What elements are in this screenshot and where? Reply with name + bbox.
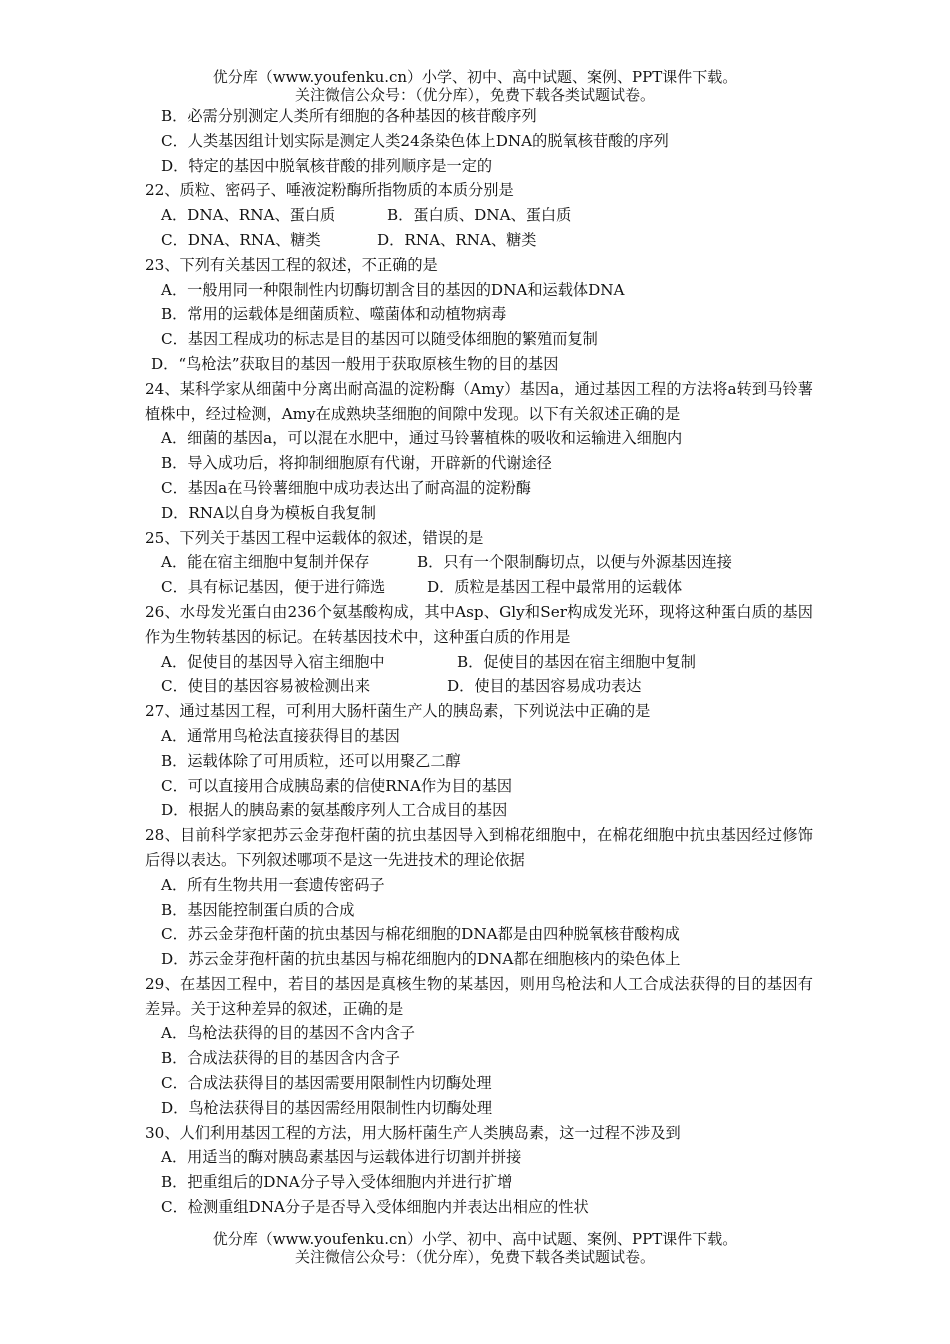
question-list (145, 104, 813, 1220)
q26-option-d: D．使目的基因容易成功表达 (447, 677, 642, 696)
q22-option-d: D．RNA、RNA、糖类 (377, 230, 537, 249)
q27-option-c: C．可以直接用合成胰岛素的信使RNA作为目的基因 (161, 776, 513, 795)
q24-option-b: B．导入成功后，将抑制细胞原有代谢，开辟新的代谢途径 (161, 454, 552, 473)
q26-option-a: A．促使目的基因导入宿主细胞中 (161, 652, 385, 671)
q25-stem: 25、下列关于基因工程中运载体的叙述，错误的是 (145, 528, 484, 547)
q25-options-row-1 (145, 550, 813, 575)
q23-stem: 23、下列有关基因工程的叙述，不正确的是 (145, 255, 438, 274)
q26-option-c: C．使目的基因容易被检测出来 (161, 677, 371, 696)
q22-option-a: A．DNA、RNA、蛋白质 (161, 206, 336, 225)
q22-options-row-1 (145, 203, 813, 228)
q23-option-c: C．基因工程成功的标志是目的基因可以随受体细胞的繁殖而复制 (161, 330, 598, 349)
q21-option-b: B．必需分别测定人类所有细胞的各种基因的核苷酸序列 (161, 107, 537, 125)
q29-option-a: A．鸟枪法获得的目的基因不含内含子 (161, 1024, 415, 1043)
q26-options-row-2 (145, 674, 813, 699)
q30-option-c: C．检测重组DNA分子是否导入受体细胞内并表达出相应的性状 (161, 1198, 589, 1217)
q30-option-b: B．把重组后的DNA分子导入受体细胞内并进行扩增 (161, 1173, 513, 1192)
header-line-1: 优分库（www.youfenku.cn）小学、初中、高中试题、案例、PPT课件下载。 (212, 68, 738, 86)
q28-option-b: B．基因能控制蛋白质的合成 (161, 900, 355, 919)
q26-stem: 26、水母发光蛋白由236个氨基酸构成，其中Asp、Gly和Ser构成发光环，现将这种蛋白质的基因作为生物转基因的标记。在转基因技术中，这种蛋白质的作用是 (145, 602, 813, 646)
q28-option-a: A．所有生物共用一套遗传密码子 (161, 875, 385, 894)
q29-option-c: C．合成法获得目的基因需要用限制性内切酶处理 (161, 1074, 492, 1093)
q25-option-b: B．只有一个限制酶切点，以便与外源基因连接 (417, 553, 732, 572)
q27-option-d: D．根据人的胰岛素的氨基酸序列人工合成目的基因 (161, 801, 508, 820)
q25-option-d: D．质粒是基因工程中最常用的运载体 (427, 578, 683, 597)
q21-option-d: D．特定的基因中脱氧核苷酸的排列顺序是一定的 (161, 156, 493, 175)
q28-option-d: D．苏云金芽孢杆菌的抗虫基因与棉花细胞内的DNA都在细胞核内的染色体上 (161, 950, 681, 969)
q29-stem: 29、在基因工程中，若目的基因是真核生物的某基因，则用鸟枪法和人工合成法获得的目的基因有差异。关于这种差异的叙述，正确的是 (145, 974, 813, 1018)
q22-options-row-2 (145, 228, 813, 253)
q23-option-d: D．“鸟枪法”获取目的基因一般用于获取原核生物的目的基因 (151, 354, 559, 373)
q25-option-c: C．具有标记基因，便于进行筛选 (161, 578, 386, 597)
q25-options-row-2 (145, 575, 813, 600)
q23-option-b: B．常用的运载体是细菌质粒、噬菌体和动植物病毒 (161, 305, 507, 324)
q24-option-c: C．基因a在马铃薯细胞中成功表达出了耐高温的淀粉酶 (161, 478, 531, 497)
footer-line-2: 关注微信公众号：（优分库），免费下载各类试题试卷。 (294, 1248, 655, 1266)
q27-option-b: B．运载体除了可用质粒，还可以用聚乙二醇 (161, 751, 461, 770)
q27-stem: 27、通过基因工程，可利用大肠杆菌生产人的胰岛素，下列说法中正确的是 (145, 702, 651, 721)
q30-stem: 30、人们利用基因工程的方法，用大肠杆菌生产人类胰岛素，这一过程不涉及到 (145, 1123, 681, 1142)
q28-option-c: C．苏云金芽孢杆菌的抗虫基因与棉花细胞的DNA都是由四种脱氧核苷酸构成 (161, 925, 680, 944)
q22-option-b: B．蛋白质、DNA、蛋白质 (387, 206, 572, 225)
page-header (0, 68, 950, 104)
q27-option-a: A．通常用鸟枪法直接获得目的基因 (161, 726, 400, 745)
q29-option-b: B．合成法获得的目的基因含内含子 (161, 1049, 400, 1068)
q25-option-a: A．能在宿主细胞中复制并保存 (161, 553, 370, 572)
header-line-2: 关注微信公众号：（优分库），免费下载各类试题试卷。 (294, 86, 655, 104)
q22-stem: 22、质粒、密码子、唾液淀粉酶所指物质的本质分别是 (145, 181, 514, 200)
q24-option-a: A．细菌的基因a，可以混在水肥中，通过马铃薯植株的吸收和运输进入细胞内 (161, 429, 683, 448)
q21-option-c: C．人类基因组计划实际是测定人类24条染色体上DNA的脱氧核苷酸的序列 (161, 131, 669, 150)
q23-option-a: A．一般用同一种限制性内切酶切割含目的基因的DNA和运载体DNA (161, 280, 625, 299)
q22-option-c: C．DNA、RNA、糖类 (161, 230, 321, 249)
q29-option-d: D．鸟枪法获得目的基因需经用限制性内切酶处理 (161, 1098, 493, 1117)
q24-stem: 24、某科学家从细菌中分离出耐高温的淀粉酶（Amy）基因a，通过基因工程的方法将a转到马铃薯植株中，经过检测，Amy在成熟块茎细胞的间隙中发现。以下有关叙述正确的是 (145, 379, 813, 423)
page-footer (0, 1230, 950, 1266)
q24-option-d: D．RNA以自身为模板自我复制 (161, 503, 376, 522)
q26-option-b: B．促使目的基因在宿主细胞中复制 (457, 652, 696, 671)
q28-stem: 28、目前科学家把苏云金芽孢杆菌的抗虫基因导入到棉花细胞中，在棉花细胞中抗虫基因经过修饰后得以表达。下列叙述哪项不是这一先进技术的理论依据 (145, 826, 813, 869)
footer-line-1: 优分库（www.youfenku.cn）小学、初中、高中试题、案例、PPT课件下载。 (212, 1230, 738, 1248)
q26-options-row-1 (145, 650, 813, 675)
q30-option-a: A．用适当的酶对胰岛素基因与运载体进行切割并拼接 (161, 1148, 522, 1167)
